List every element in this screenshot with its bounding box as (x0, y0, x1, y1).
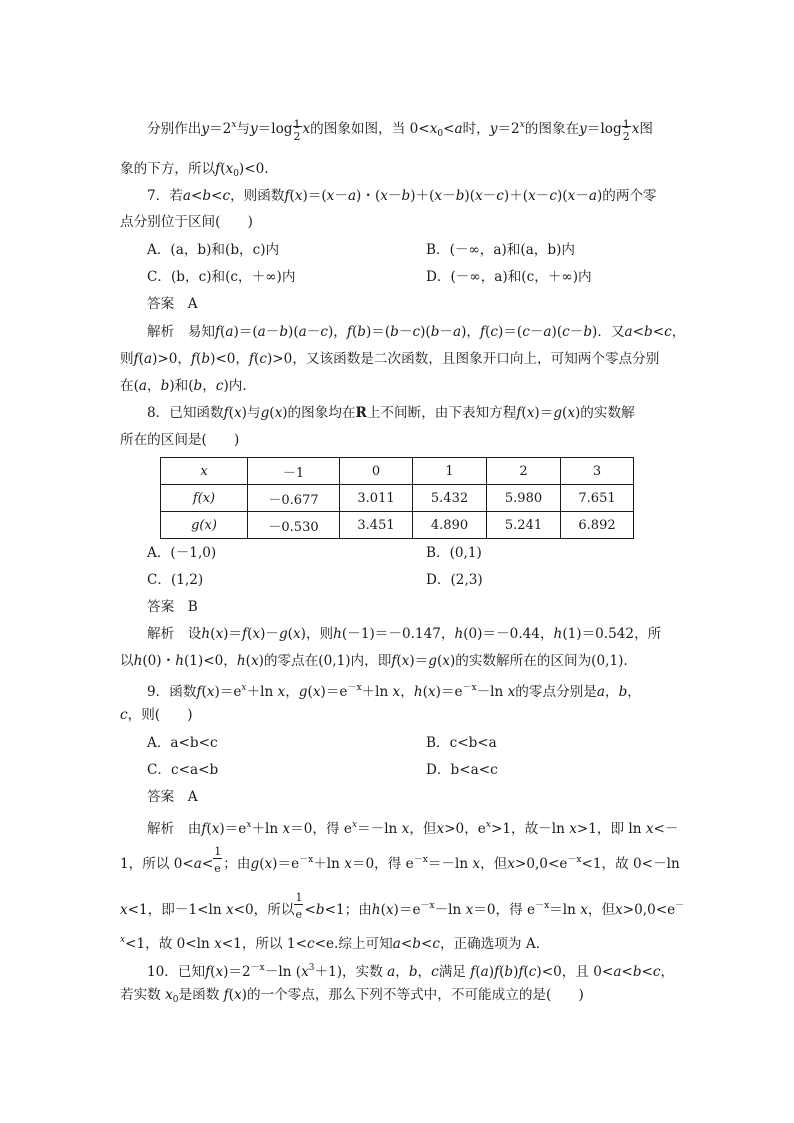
q8-explanation-line-2: 以h(0)・h(1)<0，h(x)的零点在(0,1)内，即f(x)＝g(x)的实数解所在的区间为(0,1). (120, 653, 628, 669)
q9-option-d: D．b<a<c (426, 762, 498, 778)
table-cell: 6.892 (561, 512, 634, 539)
q9-explanation-line-2: 1，所以 0<a< $\frac{1}{e}$ ；由$g(x)=e^{-x}+\ln$ x＝0，得 $e^{-x}=-\ln$ x，但$x>0,0<e^{-x}<1$，故 0<－ln (120, 845, 680, 875)
table-cell: 4.890 (413, 512, 487, 539)
table-row (161, 512, 634, 539)
table-cell: 7.651 (561, 485, 634, 512)
q8-option-b: B．(0,1) (426, 545, 482, 561)
value-table (160, 457, 634, 539)
intro-line-1: 分别作出$y=2^x$与y＝log 1 2 x的图象如图，当 $0<x_0<a$时，$y=2^x$的图象在y＝log 1 2 x图 (147, 115, 707, 144)
q8-option-d: D．(2,3) (426, 572, 483, 588)
table-cell: 1 (413, 458, 487, 485)
q7-explanation-line-1: 解析 易知f(a)＝(a－b)(a－c)，f(b)＝(b－c)(b－a)，f(c)＝(c－a)(c－b)．又a<b<c， (147, 324, 686, 340)
table-cell: 2 (487, 458, 561, 485)
q9-answer: 答案 A (147, 789, 198, 805)
table-cell: －0.677 (248, 485, 340, 512)
q10-stem-line-1: 10．已知$f(x)=2^{-x}-\ln$ $(x^3+1)$，实数 a，b，c满足 f(a)f(b)f(c)<0，且 0<a<b<c， (147, 963, 675, 980)
q7-option-d: D．(－∞，a)和(c，＋∞)内 (426, 269, 592, 285)
fraction: $\frac{1}{e}$ (214, 845, 222, 875)
table-cell: 5.432 (413, 485, 487, 512)
fraction: 1 2 (622, 118, 630, 143)
q7-stem-line-1: 7．若a<b<c，则函数f(x)＝(x－a)・(x－b)＋(x－b)(x－c)＋(x－c)(x－a)的两个零 (147, 188, 657, 204)
table-cell: 3 (561, 458, 634, 485)
q8-answer: 答案 B (147, 599, 198, 615)
table-cell: f(x) (161, 485, 248, 512)
q8-stem-line-1: 8．已知函数f(x)与g(x)的图象均在R上不间断，由下表知方程f(x)＝g(x)的实数解 (147, 405, 635, 421)
q9-stem-line-2: c，则( ) (120, 707, 193, 723)
table-cell: 5.980 (487, 485, 561, 512)
table-cell: g(x) (161, 512, 248, 539)
q8-explanation-line-1: 解析 设h(x)＝f(x)－g(x)，则h(－1)＝－0.147，h(0)＝－0.44，h(1)＝0.542，所 (147, 626, 662, 642)
q7-stem-line-2: 点分别位于区间( ) (120, 214, 253, 230)
table-cell: 3.011 (340, 485, 413, 512)
q9-explanation-line-4: $^x$<1，故 0<ln x<1，所以 1<c<e.综上可知a<b<c，正确选项为 A. (120, 935, 540, 952)
table-cell: －0.530 (248, 512, 340, 539)
q7-option-b: B．(－∞，a)和(a，b)内 (426, 242, 575, 258)
q10-stem-line-2: 若实数 $x_0$是函数 f(x)的一个零点，那么下列不等式中，不可能成立的是( ) (120, 987, 584, 1005)
intro-line-2: 象的下方，所以$f(x_0)<0$. (120, 161, 269, 179)
q9-explanation-line-3: x<1，即－1<ln x<0，所以 $\frac{1}{e}$ <b<1；由$h(x)=e^{-x}-\ln$ x＝0，得 $e^{-x}=\ln$ x，但x>0,0<e－ (120, 891, 685, 921)
table-header-row (161, 458, 634, 485)
table-cell: x (161, 458, 248, 485)
fraction: $\frac{1}{e}$ (295, 891, 303, 921)
q8-option-c: C．(1,2) (147, 572, 204, 588)
q9-stem-line-1: 9．函数$f(x)=e^x+\ln$ x，$g(x)=e^{-x}+\ln$ x，$h(x)=e^{-x}-\ln$ x的零点分别是a，b， (147, 683, 641, 700)
table-cell: 3.451 (340, 512, 413, 539)
q7-option-a: A．(a，b)和(b，c)内 (147, 242, 280, 258)
q9-option-b: B．c<b<a (426, 735, 497, 751)
q9-option-c: C．c<a<b (147, 762, 219, 778)
q9-explanation-line-1: 解析 由$f(x)=e^x+\ln$ x＝0，得 $e^x=-\ln$ x，但x>0，$e^x>1$，故－ln x>1，即 ln x<－ (147, 820, 679, 837)
table-row (161, 485, 634, 512)
fraction: 1 2 (293, 118, 301, 143)
table-cell: －1 (248, 458, 340, 485)
table-cell: 0 (340, 458, 413, 485)
q8-stem-line-2: 所在的区间是( ) (120, 432, 240, 448)
q7-explanation-line-3: 在(a，b)和(b，c)内. (120, 378, 247, 394)
q8-option-a: A．(－1,0) (147, 545, 217, 561)
q9-option-a: A．a<b<c (147, 735, 218, 751)
q7-explanation-line-2: 则f(a)>0，f(b)<0，f(c)>0，又该函数是二次函数，且图象开口向上，可知两个零点分别 (120, 351, 660, 367)
table-cell: 5.241 (487, 512, 561, 539)
q7-answer: 答案 A (147, 296, 198, 312)
q7-option-c: C．(b，c)和(c，＋∞)内 (147, 269, 296, 285)
